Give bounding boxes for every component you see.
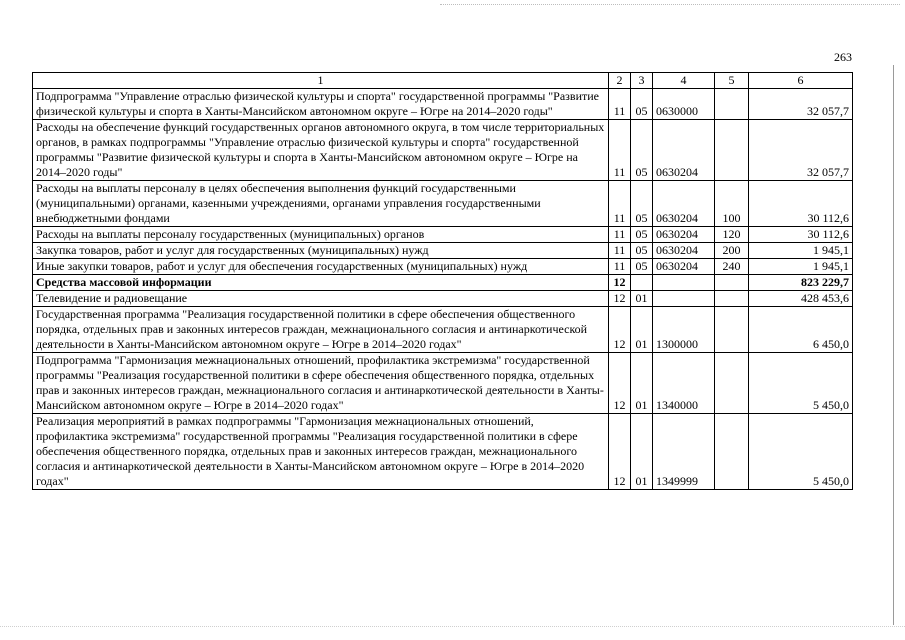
row-amount-cell: 823 229,7 <box>749 275 853 291</box>
row-amount-cell: 32 057,7 <box>749 120 853 181</box>
table-row <box>33 259 853 275</box>
page-number: 263 <box>834 50 852 64</box>
row-name-cell: Подпрограмма "Гармонизация межнациональных отношений, профилактика экстремизма" государственной программы "Реализация государственной политики в сфере обеспечения общественного порядка, отдельных прав и законных интересов граждан, межнационального согласия и антинаркотической деятельности в Ханты-Мансийском автономном округе – Югре в 2014–2020 годах" <box>33 353 609 414</box>
row-expense-type-cell <box>715 307 749 353</box>
row-amount-cell: 1 945,1 <box>749 243 853 259</box>
row-expense-type-cell <box>715 120 749 181</box>
row-amount-cell: 30 112,6 <box>749 181 853 227</box>
row-target-item-cell: 1349999 <box>653 414 715 490</box>
row-section-cell: 11 <box>609 120 631 181</box>
header-col-4: 4 <box>653 73 715 89</box>
row-name-cell: Реализация мероприятий в рамках подпрограммы "Гармонизация межнациональных отношений, профилактика экстремизма" государственной программы "Реализация государственной политики в сфере обеспечения общественного порядка, отдельных прав и законных интересов граждан, межнационального согласия и антинаркотической деятельности в Ханты-Мансийском автономном округе – Югре в 2014–2020 годах" <box>33 414 609 490</box>
row-amount-cell: 1 945,1 <box>749 259 853 275</box>
row-target-item-cell: 1300000 <box>653 307 715 353</box>
scan-artifact-bottom <box>0 626 905 629</box>
row-target-item-cell: 0630204 <box>653 181 715 227</box>
row-name-cell: Закупка товаров, работ и услуг для государственных (муниципальных) нужд <box>33 243 609 259</box>
row-subsection-cell: 01 <box>631 353 653 414</box>
row-name-cell: Расходы на выплаты персоналу государственных (муниципальных) органов <box>33 227 609 243</box>
row-subsection-cell: 05 <box>631 243 653 259</box>
row-name-cell: Государственная программа "Реализация государственной политики в сфере обеспечения общественного порядка, отдельных прав и законных интересов граждан, межнационального согласия и антинаркотической деятельности в Ханты-Мансийском автономном округе – Югре в 2014–2020 годах" <box>33 307 609 353</box>
table-row <box>33 307 853 353</box>
row-target-item-cell: 0630204 <box>653 259 715 275</box>
row-subsection-cell <box>631 275 653 291</box>
row-subsection-cell: 01 <box>631 414 653 490</box>
row-section-cell: 11 <box>609 181 631 227</box>
row-section-cell: 12 <box>609 414 631 490</box>
row-section-cell: 11 <box>609 89 631 120</box>
row-section-cell: 11 <box>609 227 631 243</box>
row-section-cell: 12 <box>609 275 631 291</box>
row-expense-type-cell: 100 <box>715 181 749 227</box>
row-subsection-cell: 05 <box>631 259 653 275</box>
row-name-cell: Расходы на обеспечение функций государственных органов автономного округа, в том числе территориальных органов, в рамках подпрограммы "Управление отраслью физической культуры и спорта" государственной программы "Развитие физической культуры и спорта в Ханты-Мансийском автономном округе – Югре на 2014–2020 годы" <box>33 120 609 181</box>
scan-artifact-top <box>440 4 900 8</box>
table-row <box>33 120 853 181</box>
header-col-5: 5 <box>715 73 749 89</box>
header-col-2: 2 <box>609 73 631 89</box>
table-row <box>33 414 853 490</box>
row-expense-type-cell <box>715 89 749 120</box>
row-subsection-cell: 05 <box>631 89 653 120</box>
row-name-cell: Расходы на выплаты персоналу в целях обеспечения выполнения функций государственными (муниципальными) органами, казенными учреждениями, органами управления государственными внебюджетными фондами <box>33 181 609 227</box>
row-name-cell: Средства массовой информации <box>33 275 609 291</box>
row-amount-cell: 6 450,0 <box>749 307 853 353</box>
row-amount-cell: 5 450,0 <box>749 353 853 414</box>
row-name-cell: Телевидение и радиовещание <box>33 291 609 307</box>
scan-edge-right <box>893 65 894 625</box>
header-col-3: 3 <box>631 73 653 89</box>
row-section-cell: 12 <box>609 291 631 307</box>
row-target-item-cell: 1340000 <box>653 353 715 414</box>
table-row <box>33 275 853 291</box>
table-header-row <box>33 73 853 89</box>
row-subsection-cell: 01 <box>631 291 653 307</box>
row-amount-cell: 428 453,6 <box>749 291 853 307</box>
row-target-item-cell: 0630204 <box>653 120 715 181</box>
table-row <box>33 291 853 307</box>
row-amount-cell: 30 112,6 <box>749 227 853 243</box>
row-amount-cell: 5 450,0 <box>749 414 853 490</box>
table-row <box>33 89 853 120</box>
row-section-cell: 11 <box>609 243 631 259</box>
table-row <box>33 227 853 243</box>
table-row <box>33 353 853 414</box>
row-target-item-cell: 0630204 <box>653 243 715 259</box>
row-expense-type-cell <box>715 291 749 307</box>
row-subsection-cell: 05 <box>631 227 653 243</box>
budget-table <box>32 72 853 490</box>
row-section-cell: 12 <box>609 353 631 414</box>
header-col-6: 6 <box>749 73 853 89</box>
row-expense-type-cell: 200 <box>715 243 749 259</box>
row-expense-type-cell: 120 <box>715 227 749 243</box>
row-subsection-cell: 01 <box>631 307 653 353</box>
row-expense-type-cell: 240 <box>715 259 749 275</box>
row-expense-type-cell <box>715 414 749 490</box>
row-target-item-cell: 0630204 <box>653 227 715 243</box>
row-name-cell: Подпрограмма "Управление отраслью физической культуры и спорта" государственной программы "Развитие физической культуры и спорта в Ханты-Мансийском автономном округе – Югре на 2014–2020 годы" <box>33 89 609 120</box>
table-row <box>33 181 853 227</box>
row-section-cell: 12 <box>609 307 631 353</box>
row-section-cell: 11 <box>609 259 631 275</box>
row-target-item-cell <box>653 275 715 291</box>
row-subsection-cell: 05 <box>631 181 653 227</box>
row-expense-type-cell <box>715 353 749 414</box>
row-subsection-cell: 05 <box>631 120 653 181</box>
table-row <box>33 243 853 259</box>
row-expense-type-cell <box>715 275 749 291</box>
row-target-item-cell <box>653 291 715 307</box>
header-col-1: 1 <box>33 73 609 89</box>
row-name-cell: Иные закупки товаров, работ и услуг для обеспечения государственных (муниципальных) нужд <box>33 259 609 275</box>
row-amount-cell: 32 057,7 <box>749 89 853 120</box>
row-target-item-cell: 0630000 <box>653 89 715 120</box>
budget-table-body <box>33 73 853 490</box>
